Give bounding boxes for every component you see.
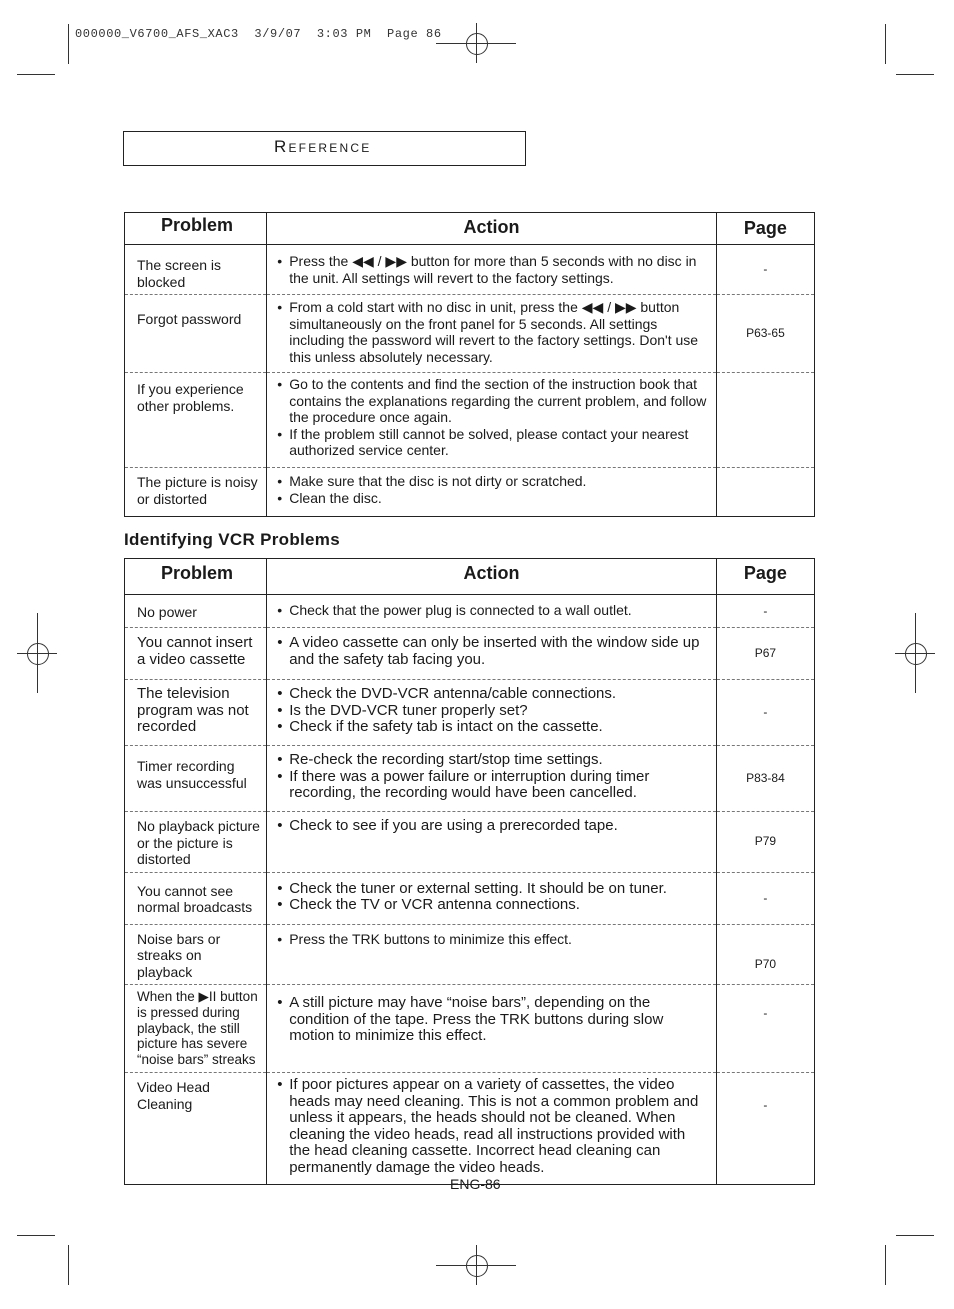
page-header: Page <box>716 559 814 595</box>
page-cell: - <box>763 603 768 618</box>
section-header-box <box>123 131 526 166</box>
action-item: • A still picture may have “noise bars”, depending on the condition of the tape. Press the TRK buttons during slow motion to minimize this effect. <box>275 995 708 1045</box>
problem-cell: No playback picture or the picture is distorted <box>125 812 267 873</box>
page-cell: P67 <box>716 628 814 680</box>
problem-cell: The television program was not recorded <box>125 680 267 746</box>
vcr-section-title: Identifying VCR Problems <box>124 530 340 549</box>
page-cell: - <box>716 872 814 924</box>
problem-cell: Noise bars or streaks on playback <box>125 924 267 985</box>
action-item: • Press the ◀◀ / ▶▶ button for more than 5 seconds with no disc in the unit. All settings will revert to the factory settings. <box>275 253 708 286</box>
problem-cell: You cannot see normal broadcasts <box>125 872 267 924</box>
problem-cell: You cannot insert a video cassette <box>125 628 267 680</box>
problem-cell: Video Head Cleaning <box>125 1073 267 1185</box>
action-item: • Check the tuner or external setting. It should be on tuner. <box>275 881 708 898</box>
table-row <box>125 746 815 812</box>
page-cell: - <box>716 1073 814 1185</box>
action-item: • Make sure that the disc is not dirty or scratched. <box>275 473 708 490</box>
action-item: • Re-check the recording start/stop time settings. <box>275 752 708 769</box>
page-cell: P79 <box>716 812 814 873</box>
table-row <box>125 680 815 746</box>
action-item: • Check if the safety tab is intact on the cassette. <box>275 719 708 736</box>
action-item: • Is the DVD-VCR tuner properly set? <box>275 703 708 720</box>
problem-cell: When the ▶II button is pressed during playback, the still picture has severe “noise bars” streaks <box>125 985 267 1073</box>
table-row <box>125 924 815 985</box>
table-row <box>125 468 815 517</box>
action-item: • Check to see if you are using a prerecorded tape. <box>275 818 708 835</box>
action-item: • Check that the power plug is connected to a wall outlet. <box>275 602 708 619</box>
problem-cell: The picture is noisy or distorted <box>125 468 267 517</box>
page-cell: - <box>716 680 814 746</box>
table-row <box>125 628 815 680</box>
table-row <box>125 1073 815 1185</box>
action-item: • A video cassette can only be inserted with the window side up and the safety tab facing you. <box>275 635 708 668</box>
dvd-troubleshooting-table <box>124 212 815 517</box>
page-cell: - <box>716 985 814 1073</box>
action-item: • If there was a power failure or interruption during timer recording, the recording would have been cancelled. <box>275 769 708 802</box>
table-header-row <box>125 213 815 245</box>
action-item: • Check the TV or VCR antenna connections. <box>275 897 708 914</box>
table-row <box>125 295 815 373</box>
table-row <box>125 985 815 1073</box>
problem-cell: Timer recording was unsuccessful <box>125 746 267 812</box>
table-row <box>125 595 815 628</box>
action-item: • If the problem still cannot be solved, please contact your nearest authorized service center. <box>275 426 708 459</box>
section-header: Reference <box>274 137 372 156</box>
problem-header: Problem <box>125 213 267 245</box>
problem-cell: If you experience other problems. <box>125 373 267 468</box>
problem-cell: Forgot password <box>125 295 267 373</box>
action-header: Action <box>267 213 717 245</box>
action-item: • Go to the contents and find the section of the instruction book that contains the explanations regarding the current problem, and follow the procedure once again. <box>275 376 708 426</box>
page-cell: P83-84 <box>716 746 814 812</box>
action-header: Action <box>267 559 717 595</box>
print-slug: 000000_V6700_AFS_XAC3 3/9/07 3:03 PM Page 86 <box>75 27 442 41</box>
page-cell <box>716 468 814 517</box>
table-row <box>125 373 815 468</box>
problem-cell: No power <box>125 595 267 628</box>
vcr-troubleshooting-table <box>124 558 815 1185</box>
page-cell <box>716 373 814 468</box>
page-cell: - <box>763 262 768 277</box>
action-item: • From a cold start with no disc in unit, press the ◀◀ / ▶▶ button simultaneously on the front panel for 5 seconds. All settings including the password will revert to the factory settings. Don't use this unless absolutely necessary. <box>275 299 708 365</box>
page-cell: P63-65 <box>716 295 814 373</box>
page-header: Page <box>716 213 814 245</box>
page-cell: P70 <box>716 924 814 985</box>
action-item: • Check the DVD-VCR antenna/cable connections. <box>275 686 708 703</box>
table-row <box>125 872 815 924</box>
table-row <box>125 812 815 873</box>
action-item: • If poor pictures appear on a variety of cassettes, the video heads may need cleaning. This is not a common problem and unless it appears, the heads should not be cleaned. When cleaning the video heads, read all instructions provided with the head cleaning cassette. Incorrect head cleaning can permanently damage the video heads. <box>275 1077 708 1176</box>
action-item: • Press the TRK buttons to minimize this effect. <box>275 931 708 948</box>
problem-cell: The screen is blocked <box>125 245 267 295</box>
table-row <box>125 245 815 295</box>
table-header-row <box>125 559 815 595</box>
action-item: • Clean the disc. <box>275 490 708 507</box>
problem-header: Problem <box>125 559 267 595</box>
page-number: ENG-86 <box>450 1176 501 1192</box>
